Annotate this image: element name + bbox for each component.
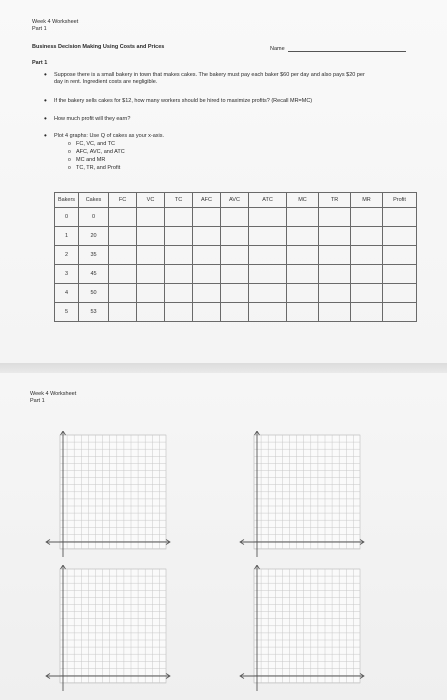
table-row [55,208,417,227]
table-row [55,227,417,246]
cell-blank[interactable] [137,284,165,303]
cell-blank[interactable] [249,227,287,246]
cell-blank[interactable] [221,303,249,322]
cell-blank[interactable] [193,284,221,303]
cell-blank[interactable] [319,265,351,284]
cell-blank[interactable] [383,246,417,265]
col-header-mr: MR [351,193,383,208]
bullet-plot-graphs: • Plot 4 graphs: Use Q of cakes as your x-axis. [54,133,164,140]
header-week: Week 4 Worksheet [32,19,79,25]
cell-blank[interactable] [109,265,137,284]
cell-blank[interactable] [249,303,287,322]
cell-blank[interactable] [287,227,319,246]
cell-blank[interactable] [109,227,137,246]
cell-blank[interactable] [383,303,417,322]
cell-blank[interactable] [193,246,221,265]
cell-blank[interactable] [287,284,319,303]
cell-blank[interactable] [165,265,193,284]
cell-blank[interactable] [193,265,221,284]
cell-blank[interactable] [351,227,383,246]
sub-item-fc-vc-tc: o FC, VC, and TC [76,141,115,148]
cell-blank[interactable] [193,303,221,322]
cell-blank[interactable] [165,303,193,322]
cell-cakes: 20 [79,227,109,246]
cell-bakers: 2 [55,246,79,265]
cell-cakes: 45 [79,265,109,284]
cell-blank[interactable] [221,284,249,303]
col-header-avc: AVC [221,193,249,208]
cell-bakers: 4 [55,284,79,303]
header-part-p2: Part 1 [30,398,45,404]
cell-blank[interactable] [351,208,383,227]
cell-blank[interactable] [319,284,351,303]
sub-item-tc-tr-profit: o TC, TR, and Profit [76,165,120,172]
cell-blank[interactable] [351,246,383,265]
cell-blank[interactable] [351,284,383,303]
cell-blank[interactable] [383,208,417,227]
cell-blank[interactable] [383,265,417,284]
cell-blank[interactable] [193,208,221,227]
cell-blank[interactable] [287,246,319,265]
worksheet-page-2 [0,373,447,700]
worksheet-title: Business Decision Making Using Costs and Prices [32,44,165,50]
cell-blank[interactable] [165,246,193,265]
cell-blank[interactable] [319,303,351,322]
cell-blank[interactable] [383,284,417,303]
cell-blank[interactable] [351,303,383,322]
cell-cakes: 0 [79,208,109,227]
cell-bakers: 3 [55,265,79,284]
cell-blank[interactable] [383,227,417,246]
table-row [55,284,417,303]
col-header-fc: FC [109,193,137,208]
cell-blank[interactable] [137,246,165,265]
bullet-profit-question: • How much profit will they earn? [54,116,130,123]
col-header-bakers: Bakers [55,193,79,208]
cell-cakes: 35 [79,246,109,265]
cell-blank[interactable] [319,208,351,227]
cell-blank[interactable] [221,265,249,284]
cell-blank[interactable] [109,284,137,303]
cell-blank[interactable] [249,246,287,265]
col-header-vc: VC [137,193,165,208]
table-header-row [55,193,417,208]
name-blank-line [288,51,406,52]
cell-bakers: 5 [55,303,79,322]
col-header-profit: Profit [383,193,417,208]
sub-item-mc-mr: o MC and MR [76,157,105,164]
bullet-workers-question: • If the bakery sells cakes for $12, how many workers should be hired to maximize profits? (Recall MR=MC) [54,98,312,105]
header-part: Part 1 [32,26,47,32]
cell-blank[interactable] [249,208,287,227]
cell-blank[interactable] [137,208,165,227]
sub-item-afc-avc-atc: o AFC, AVC, and ATC [76,149,125,156]
bullet-scenario: • Suppose there is a small bakery in town that makes cakes. The bakery must pay each baker $60 per day and also pays $20 per [54,72,424,79]
cell-blank[interactable] [287,303,319,322]
cell-blank[interactable] [137,265,165,284]
cell-blank[interactable] [137,227,165,246]
graph-grid-2[interactable] [236,431,366,559]
cell-blank[interactable] [109,303,137,322]
cost-table [54,192,417,322]
col-header-tr: TR [319,193,351,208]
cell-blank[interactable] [287,265,319,284]
cell-blank[interactable] [221,246,249,265]
cell-blank[interactable] [319,227,351,246]
table-row [55,303,417,322]
cell-blank[interactable] [165,208,193,227]
cell-blank[interactable] [165,284,193,303]
cell-blank[interactable] [165,227,193,246]
cell-blank[interactable] [351,265,383,284]
col-header-mc: MC [287,193,319,208]
part-label: Part 1 [32,60,48,66]
cell-blank[interactable] [249,284,287,303]
col-header-atc: ATC [249,193,287,208]
table-row [55,246,417,265]
cell-blank[interactable] [109,208,137,227]
cell-blank[interactable] [137,303,165,322]
cell-cakes: 50 [79,284,109,303]
col-header-tc: TC [165,193,193,208]
cell-blank[interactable] [193,227,221,246]
graph-grid-3[interactable] [42,565,172,693]
graph-grid-4[interactable] [236,565,366,693]
graph-grid-1[interactable] [42,431,172,559]
cell-blank[interactable] [287,208,319,227]
cell-blank[interactable] [249,265,287,284]
cell-blank[interactable] [109,246,137,265]
bullet-scenario-cont: day in rent. Ingredient costs are negligible. [54,79,158,85]
col-header-cakes: Cakes [79,193,109,208]
cell-blank[interactable] [319,246,351,265]
cell-blank[interactable] [221,227,249,246]
header-week-p2: Week 4 Worksheet [30,391,77,397]
col-header-afc: AFC [193,193,221,208]
cell-blank[interactable] [221,208,249,227]
name-label: Name [270,46,285,52]
cell-bakers: 0 [55,208,79,227]
table-row [55,265,417,284]
cell-cakes: 53 [79,303,109,322]
cell-bakers: 1 [55,227,79,246]
